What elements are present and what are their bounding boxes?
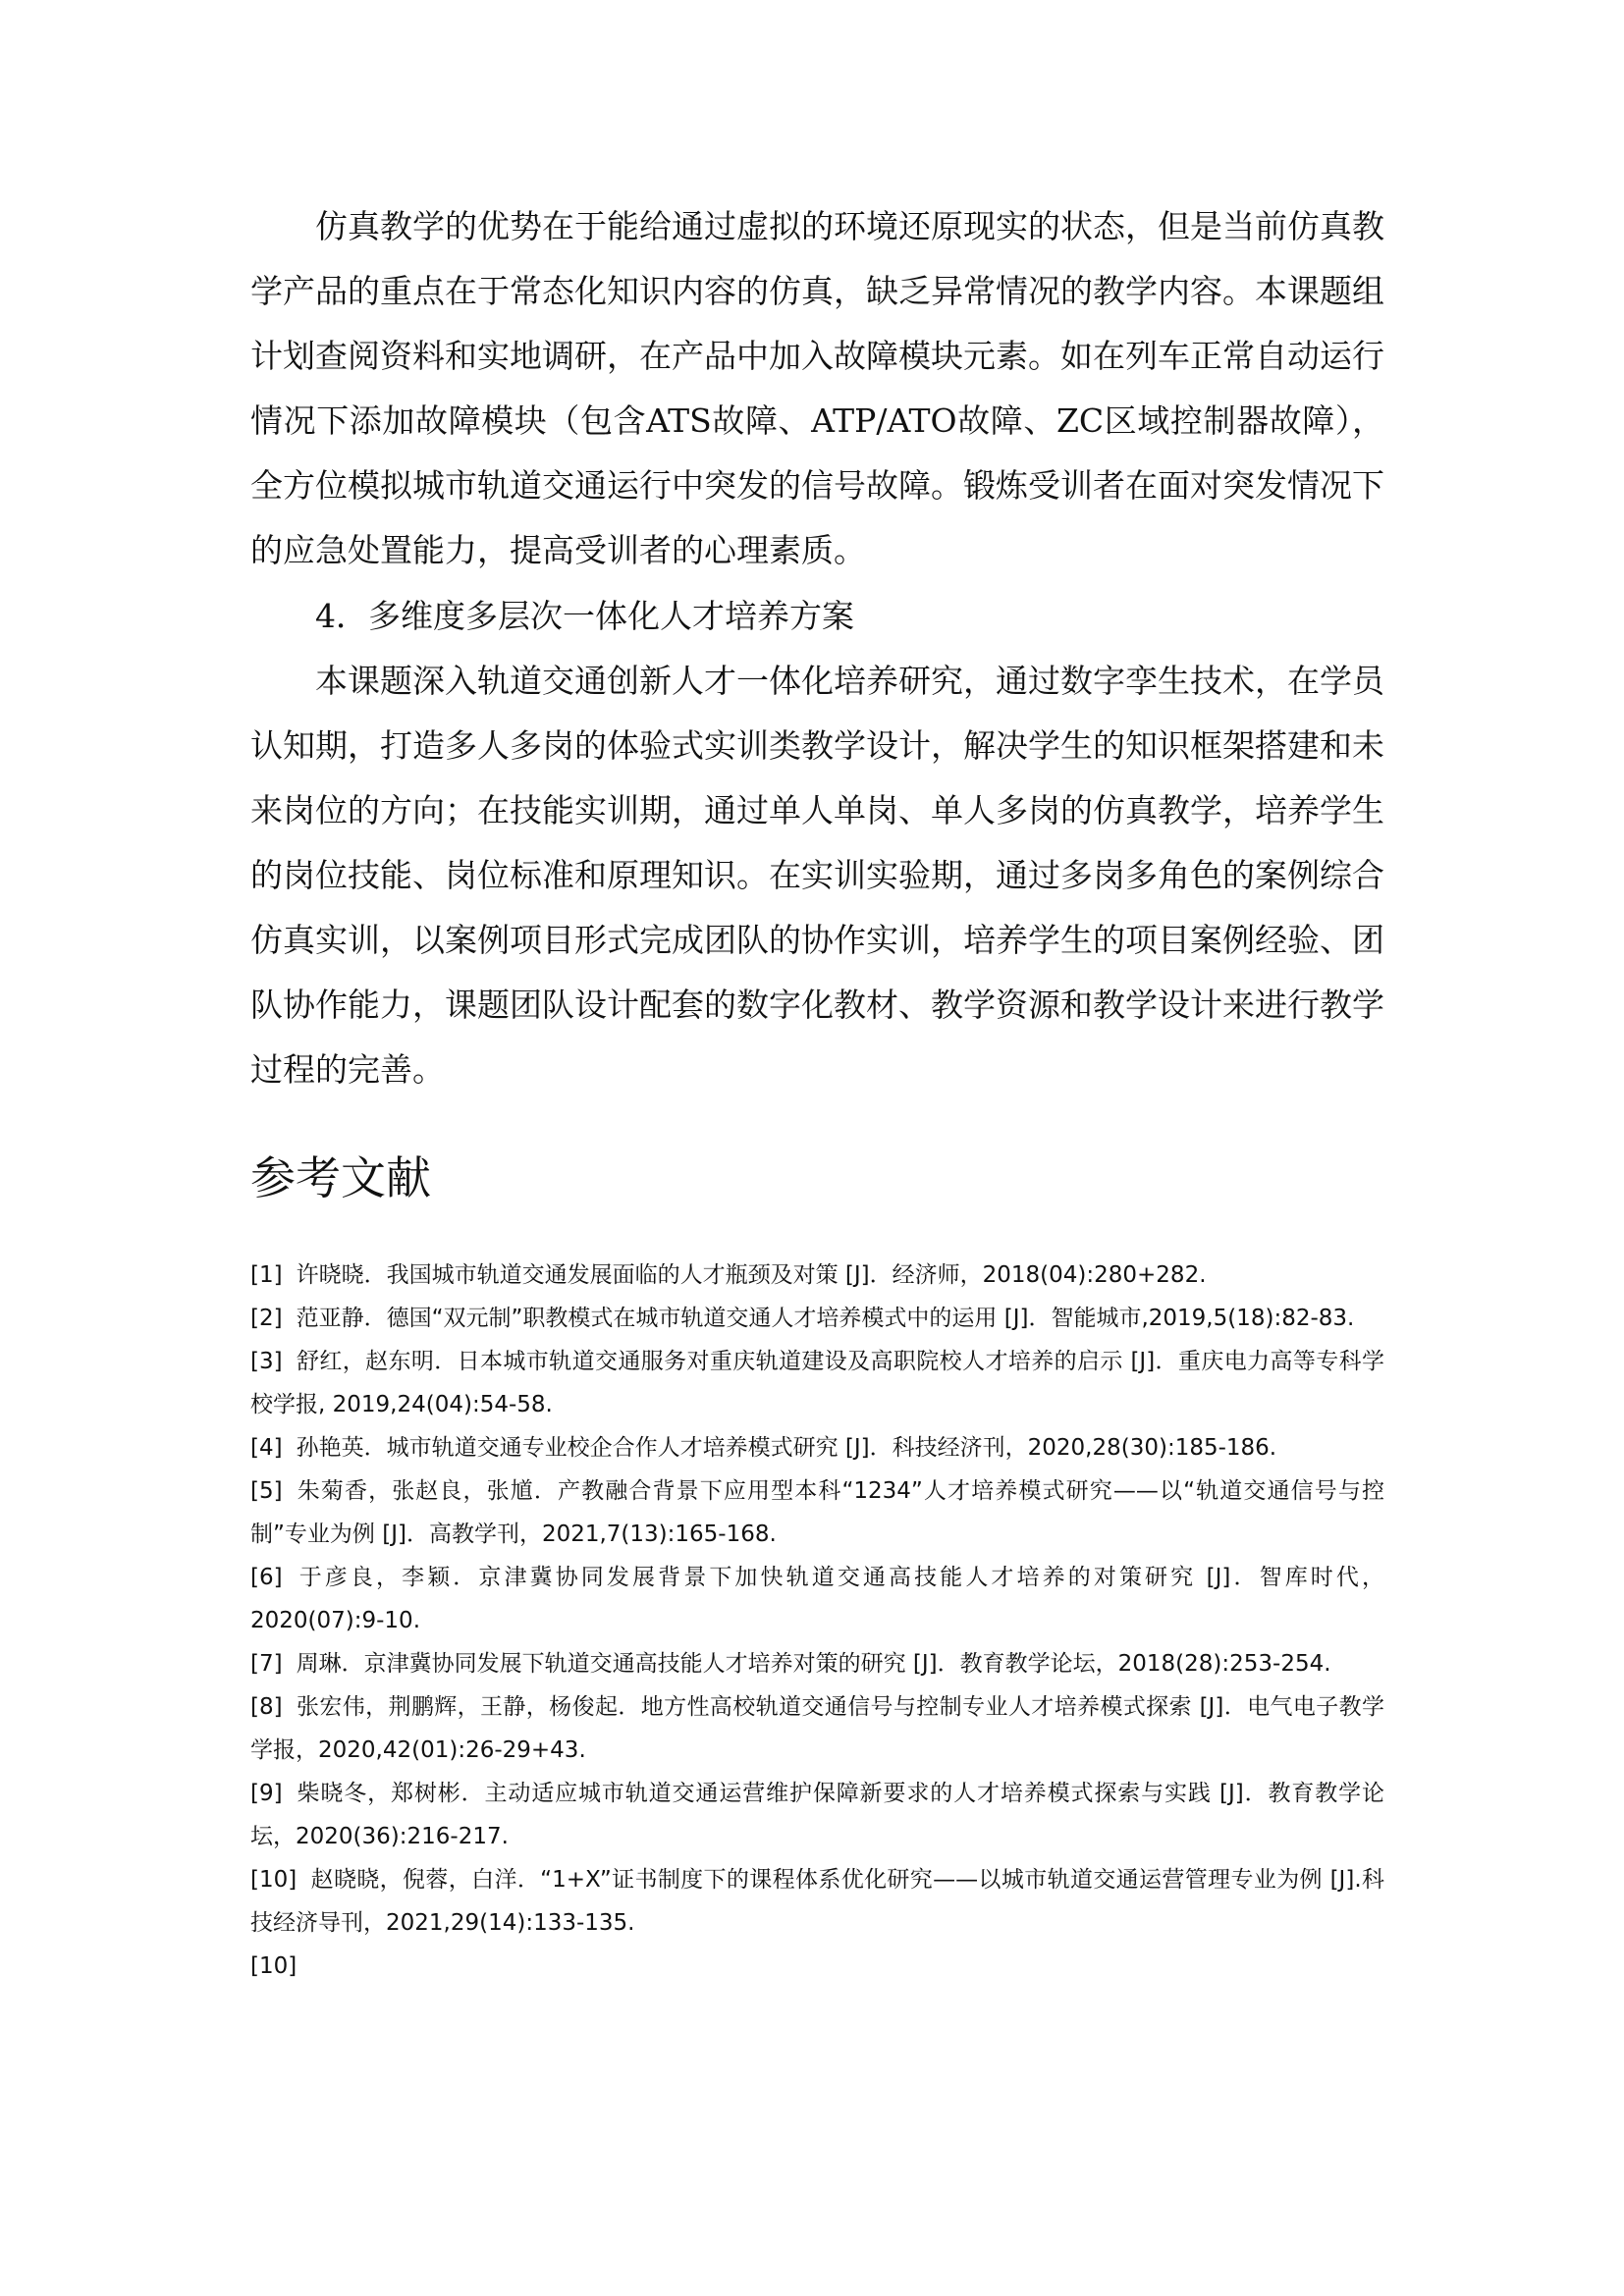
body-paragraph-simulation-fault: 仿真教学的优势在于能给通过虚拟的环境还原现实的状态，但是当前仿真教学产品的重点在于常态化知识内容的仿真，缺乏异常情况的教学内容。本课题组计划查阅资料和实地调研，在产品中加入故障模块元素。如在列车正常自动运行情况下添加故障模块（包含ATS故障、ATP/ATO故障、ZC区域控制器故障），全方位模拟城市轨道交通运行中突发的信号故障。锻炼受训者在面对突发情况下的应急处置能力，提高受训者的心理素质。 — [250, 207, 1384, 569]
reference-item — [250, 1858, 1384, 1945]
reference-item — [250, 1469, 1384, 1556]
reference-number: [2] — [250, 1306, 283, 1331]
reference-number: [8] — [250, 1694, 283, 1720]
reference-item — [250, 1426, 1384, 1469]
reference-text: 张宏伟，荆鹏辉，王静，杨俊起．地方性高校轨道交通信号与控制专业人才培养模式探索 [J]．电气电子教学学报，2020,42(01):26-29+43. — [250, 1694, 1384, 1763]
reference-item — [250, 1297, 1384, 1340]
reference-number: [10] — [250, 1953, 298, 1979]
reference-text: 朱菊香，张赵良，张馗．产教融合背景下应用型本科“1234”人才培养模式研究——以“轨道交通信号与控制”专业为例 [J]．高教学刊，2021,7(13):165-168. — [250, 1478, 1384, 1547]
reference-text: 于彦良，李颖．京津冀协同发展背景下加快轨道交通高技能人才培养的对策研究 [J]．智库时代，2020(07):9-10. — [250, 1565, 1384, 1633]
reference-text: 孙艳英．城市轨道交通专业校企合作人才培养模式研究 [J]．科技经济刊，2020,28(30):185-186. — [296, 1435, 1277, 1461]
reference-text: 柴晓冬，郑树彬．主动适应城市轨道交通运营维护保障新要求的人才培养模式探索与实践 [J]．教育教学论坛，2020(36):216-217. — [250, 1781, 1384, 1849]
reference-text: 赵晓晓，倪蓉，白洋．“1+X”证书制度下的课程体系优化研究——以城市轨道交通运营管理专业为例 [J].科技经济导刊，2021,29(14):133-135. — [250, 1867, 1384, 1936]
reference-text: 舒红，赵东明．日本城市轨道交通服务对重庆轨道建设及高职院校人才培养的启示 [J]．重庆电力高等专科学校学报, 2019,24(04):54-58. — [250, 1349, 1384, 1417]
reference-number: [1] — [250, 1262, 283, 1288]
section-subheading-4: 4．多维度多层次一体化人才培养方案 — [315, 597, 854, 635]
references-heading: 参考文献 — [250, 1151, 431, 1204]
reference-item — [250, 1556, 1384, 1642]
reference-number: [4] — [250, 1435, 283, 1461]
reference-number: [10] — [250, 1867, 298, 1893]
reference-item-empty — [250, 1945, 1384, 1988]
reference-number: [3] — [250, 1349, 283, 1374]
reference-item — [250, 1772, 1384, 1858]
body-paragraph-talent-training: 本课题深入轨道交通创新人才一体化培养研究，通过数字孪生技术，在学员认知期，打造多人多岗的体验式实训类教学设计，解决学生的知识框架搭建和未来岗位的方向；在技能实训期，通过单人单岗、单人多岗的仿真教学，培养学生的岗位技能、岗位标准和原理知识。在实训实验期，通过多岗多角色的案例综合仿真实训，以案例项目形式完成团队的协作实训，培养学生的项目案例经验、团队协作能力，课题团队设计配套的数字化教材、教学资源和教学设计来进行教学过程的完善。 — [250, 662, 1384, 1089]
reference-item — [250, 1685, 1384, 1772]
reference-item — [250, 1254, 1384, 1297]
reference-item — [250, 1642, 1384, 1685]
reference-number: [7] — [250, 1651, 283, 1677]
reference-number: [5] — [250, 1478, 283, 1504]
reference-text: 范亚静．德国“双元制”职教模式在城市轨道交通人才培养模式中的运用 [J]．智能城市,2019,5(18):82-83. — [296, 1306, 1355, 1331]
reference-number: [6] — [250, 1565, 283, 1590]
reference-number: [9] — [250, 1781, 283, 1806]
reference-item — [250, 1340, 1384, 1426]
reference-text: 许晓晓．我国城市轨道交通发展面临的人才瓶颈及对策 [J]．经济师，2018(04):280+282. — [296, 1262, 1207, 1288]
reference-list — [250, 1254, 1384, 1988]
reference-text: 周琳．京津冀协同发展下轨道交通高技能人才培养对策的研究 [J]．教育教学论坛，2018(28):253-254. — [296, 1651, 1331, 1677]
